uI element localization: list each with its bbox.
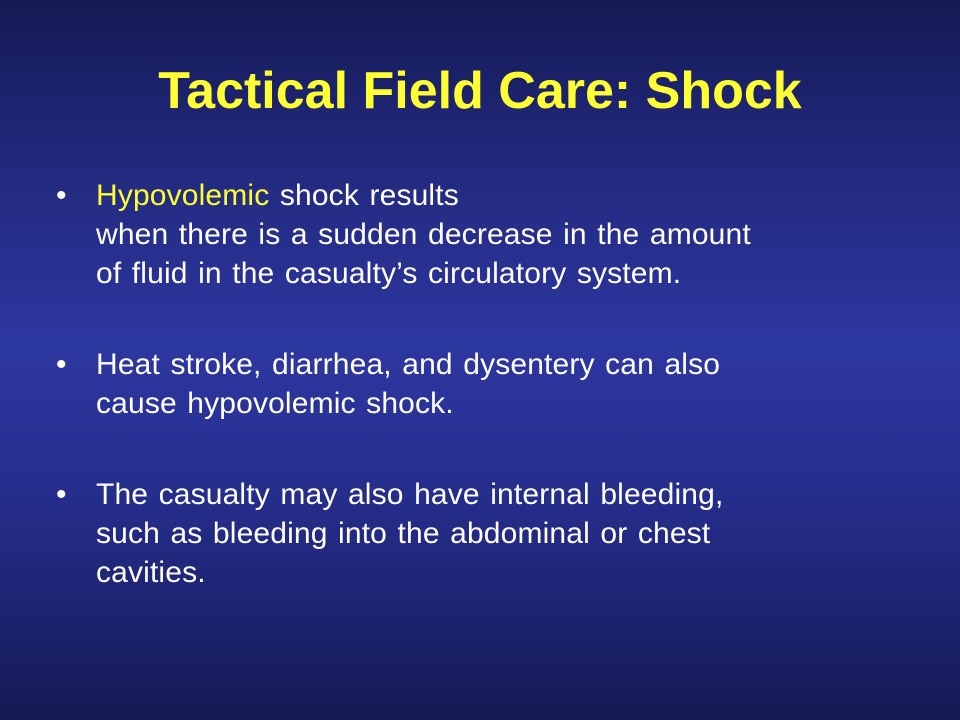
bullet-line: of fluid in the casualty’s circulatory system. — [96, 257, 682, 290]
bullet-item-heat-stroke — [56, 345, 916, 423]
bullet-line — [96, 176, 916, 215]
slide-title: Tactical Field Care: Shock — [158, 62, 802, 120]
bullet-line: The casualty may also have internal bleeding, — [96, 478, 724, 511]
bullet-line: Heat stroke, diarrhea, and dysentery can also — [96, 348, 721, 381]
bullet-list — [56, 176, 916, 592]
bullet-marker: • — [56, 179, 67, 212]
bullet-marker: • — [56, 478, 67, 511]
bullet-line-text: shock results — [269, 179, 459, 212]
bullet-item-internal-bleeding — [56, 475, 916, 592]
bullet-item-hypovolemic-shock — [56, 176, 916, 293]
bullet-line: cavities. — [96, 556, 206, 589]
bullet-line: such as bleeding into the abdominal or chest — [96, 517, 711, 550]
bullet-marker: • — [56, 348, 67, 381]
bullet-line: cause hypovolemic shock. — [96, 387, 454, 420]
highlighted-term: Hypovolemic — [96, 179, 270, 212]
bullet-line: when there is a sudden decrease in the amount — [96, 218, 751, 251]
